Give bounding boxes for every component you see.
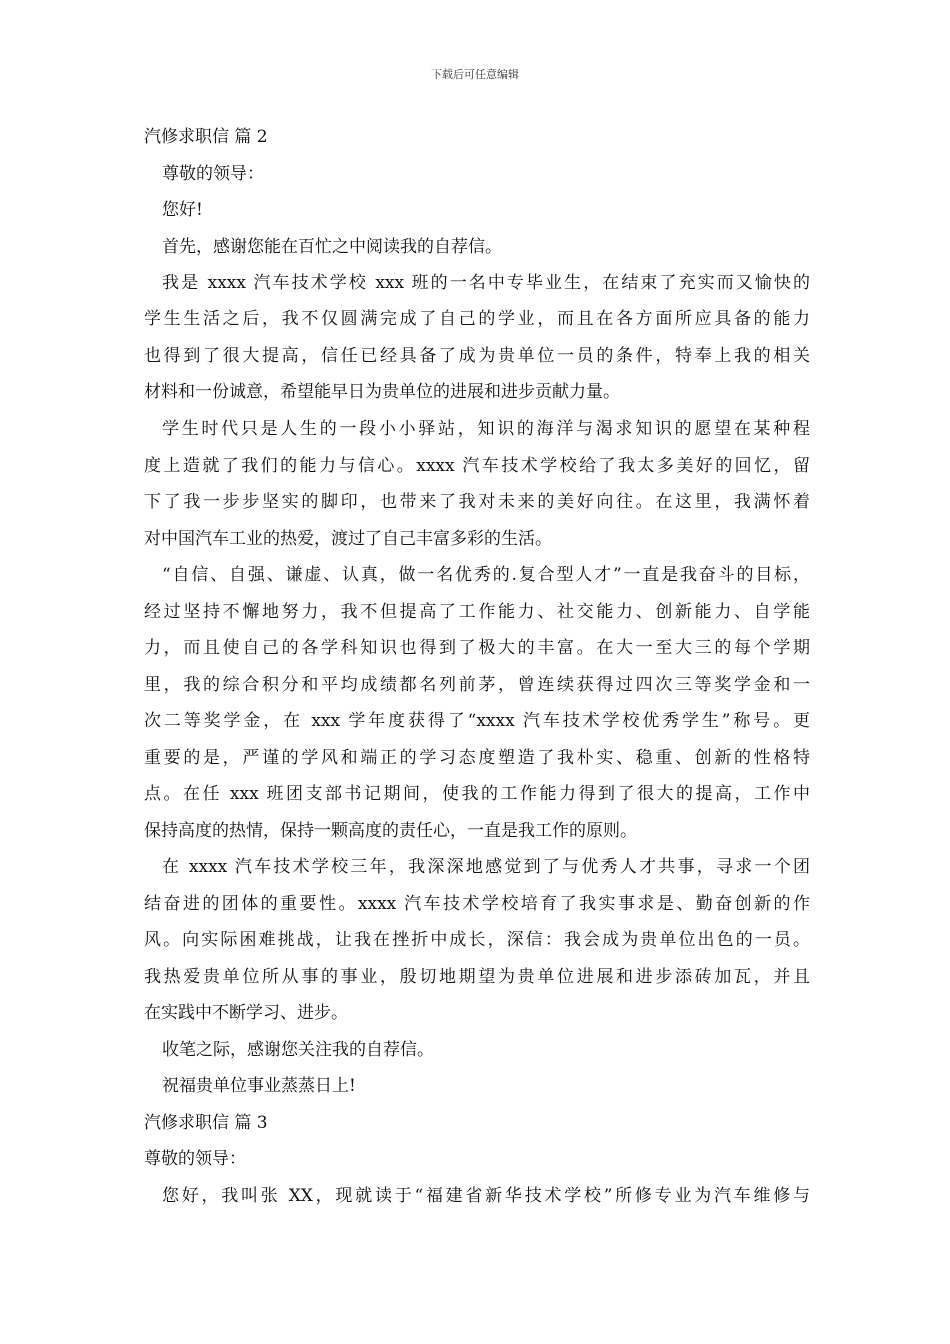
paragraph-line: 材料和一份诚意，希望能早日为贵单位的进展和进步贡献力量。 (144, 382, 620, 402)
paragraph-line: 学生时代只是人生的一段小小驿站，知识的海洋与渴求知识的愿望在某种程 (162, 419, 810, 439)
header-note: 下载后可任意编辑 (431, 68, 519, 81)
paragraph-line: 下了我一步步坚实的脚印，也带来了我对未来的美好向往。在这里，我满怀着 (144, 492, 810, 512)
paragraph-line: 里，我的综合积分和平均成绩都名列前茅，曾连续获得过四次三等奖学金和一 (144, 675, 810, 695)
paragraph-line: 风。向实际困难挑战，让我在挫折中成长，深信：我会成为贵单位出色的一员。 (144, 930, 810, 950)
paragraph-line: 结奋进的团体的重要性。xxxx 汽车技术学校培育了我实事求是、勤奋创新的作 (144, 894, 810, 914)
salutation: 尊敬的领导： (144, 1149, 246, 1169)
closing-wish: 祝福贵单位事业蒸蒸日上! (162, 1076, 356, 1096)
paragraph-line: 在实践中不断学习、进步。 (144, 1003, 348, 1023)
paragraph-line: 经过坚持不懈地努力，我不但提高了工作能力、社交能力、创新能力、自学能 (144, 602, 810, 622)
section-title: 汽修求职信 篇 2 (144, 127, 268, 147)
paragraph-line: 对中国汽车工业的热爱，渡过了自己丰富多彩的生活。 (144, 529, 552, 549)
greeting: 您好! (162, 200, 203, 220)
paragraph-line: 您好，我叫张 XX，现就读于“福建省新华技术学校”所修专业为汽车维修与 (162, 1186, 810, 1206)
paragraph-line: 力，而且使自己的各学科知识也得到了极大的丰富。在大一至大三的每个学期 (144, 638, 810, 658)
paragraph-line: 首先，感谢您能在百忙之中阅读我的自荐信。 (162, 237, 502, 257)
section-title: 汽修求职信 篇 3 (144, 1113, 268, 1133)
paragraph-line: 我是 xxxx 汽车技术学校 xxx 班的一名中专毕业生，在结束了充实而又愉快的 (162, 273, 810, 293)
paragraph-line: 次二等奖学金，在 xxx 学年度获得了“xxxx 汽车技术学校优秀学生”称号。更 (144, 711, 810, 731)
paragraph-line: “自信、自强、谦虚、认真，做一名优秀的.复合型人才”一直是我奋斗的目标， (162, 565, 810, 585)
salutation: 尊敬的领导： (162, 164, 264, 184)
paragraph-line: 保持高度的热情，保持一颗高度的责任心，一直是我工作的原则。 (144, 821, 637, 841)
paragraph-line: 也得到了很大提高，信任已经具备了成为贵单位一员的条件，特奉上我的相关 (144, 346, 810, 366)
paragraph-line: 度上造就了我们的能力与信心。xxxx 汽车技术学校给了我太多美好的回忆，留 (144, 456, 810, 476)
paragraph-line: 重要的是，严谨的学风和端正的学习态度塑造了我朴实、稳重、创新的性格特 (144, 748, 810, 768)
paragraph-line: 学生生活之后，我不仅圆满完成了自己的学业，而且在各方面所应具备的能力 (144, 309, 810, 329)
paragraph-line: 我热爱贵单位所从事的事业，殷切地期望为贵单位进展和进步添砖加瓦，并且 (144, 967, 810, 987)
paragraph-line: 在 xxxx 汽车技术学校三年，我深深地感觉到了与优秀人才共事，寻求一个团 (162, 857, 810, 877)
closing-line: 收笔之际，感谢您关注我的自荐信。 (162, 1040, 434, 1060)
paragraph-line: 点。在任 xxx 班团支部书记期间，使我的工作能力得到了很大的提高，工作中 (144, 784, 810, 804)
